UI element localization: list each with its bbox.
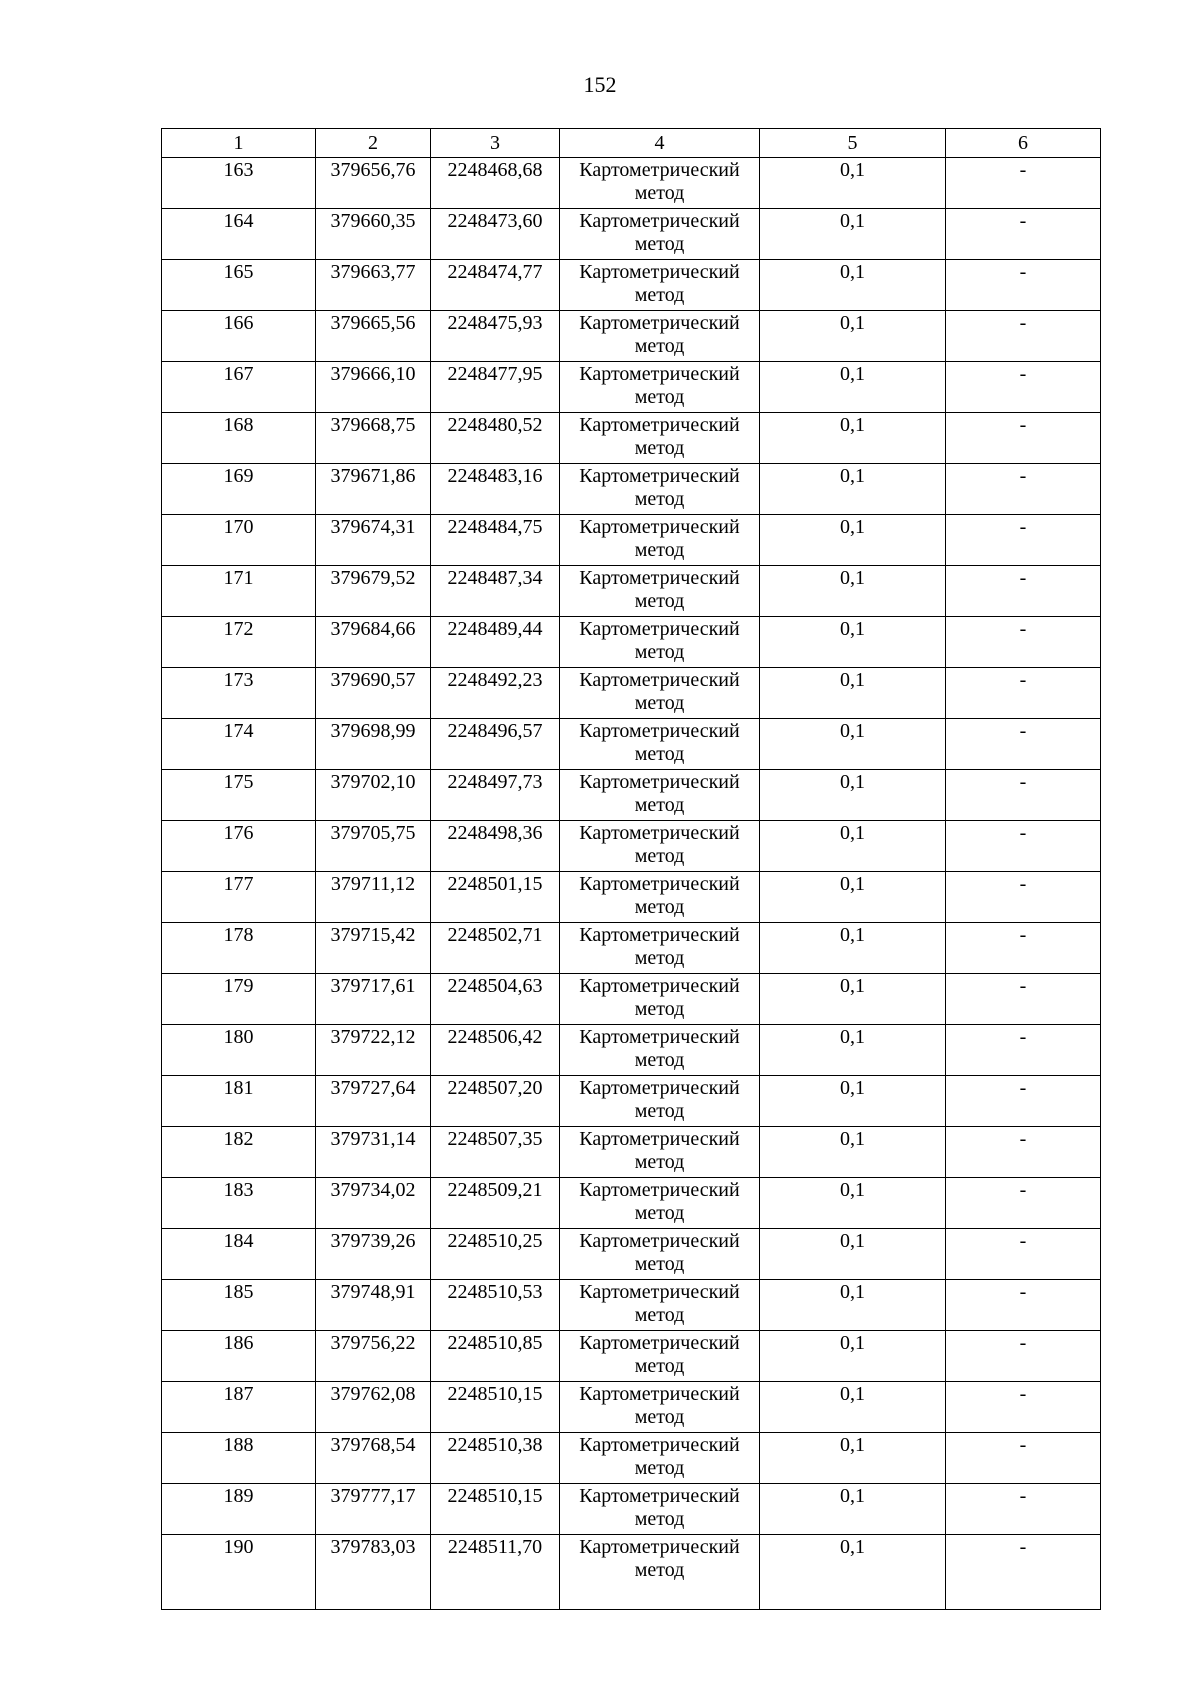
description-cell: - xyxy=(946,362,1101,413)
method-cell: Картометрический метод xyxy=(560,158,760,209)
description-cell: - xyxy=(946,1535,1101,1610)
accuracy-cell: 0,1 xyxy=(760,872,946,923)
point-number-cell: 189 xyxy=(162,1484,316,1535)
method-cell: Картометрический метод xyxy=(560,617,760,668)
y-coordinate-cell: 2248480,52 xyxy=(431,413,560,464)
x-coordinate-cell: 379698,99 xyxy=(316,719,431,770)
description-cell: - xyxy=(946,1433,1101,1484)
method-cell: Картометрический метод xyxy=(560,1535,760,1610)
point-number-cell: 167 xyxy=(162,362,316,413)
column-header: 2 xyxy=(316,129,431,158)
accuracy-cell: 0,1 xyxy=(760,1127,946,1178)
description-cell: - xyxy=(946,260,1101,311)
table-row xyxy=(162,1076,1101,1127)
x-coordinate-cell: 379748,91 xyxy=(316,1280,431,1331)
method-cell: Картометрический метод xyxy=(560,464,760,515)
column-header: 5 xyxy=(760,129,946,158)
column-header: 4 xyxy=(560,129,760,158)
x-coordinate-cell: 379702,10 xyxy=(316,770,431,821)
point-number-cell: 179 xyxy=(162,974,316,1025)
method-cell: Картометрический метод xyxy=(560,1127,760,1178)
x-coordinate-cell: 379756,22 xyxy=(316,1331,431,1382)
accuracy-cell: 0,1 xyxy=(760,413,946,464)
accuracy-cell: 0,1 xyxy=(760,617,946,668)
description-cell: - xyxy=(946,1484,1101,1535)
table-row xyxy=(162,1229,1101,1280)
y-coordinate-cell: 2248498,36 xyxy=(431,821,560,872)
table-row xyxy=(162,413,1101,464)
point-number-cell: 170 xyxy=(162,515,316,566)
x-coordinate-cell: 379715,42 xyxy=(316,923,431,974)
description-cell: - xyxy=(946,158,1101,209)
method-cell: Картометрический метод xyxy=(560,668,760,719)
coordinates-table xyxy=(161,128,1101,1610)
y-coordinate-cell: 2248468,68 xyxy=(431,158,560,209)
accuracy-cell: 0,1 xyxy=(760,719,946,770)
x-coordinate-cell: 379666,10 xyxy=(316,362,431,413)
point-number-cell: 182 xyxy=(162,1127,316,1178)
accuracy-cell: 0,1 xyxy=(760,311,946,362)
x-coordinate-cell: 379656,76 xyxy=(316,158,431,209)
x-coordinate-cell: 379665,56 xyxy=(316,311,431,362)
page-number: 152 xyxy=(583,72,617,97)
method-cell: Картометрический метод xyxy=(560,1025,760,1076)
method-cell: Картометрический метод xyxy=(560,311,760,362)
table-row xyxy=(162,362,1101,413)
accuracy-cell: 0,1 xyxy=(760,1229,946,1280)
point-number-cell: 178 xyxy=(162,923,316,974)
table-row xyxy=(162,1535,1101,1610)
table-row xyxy=(162,1127,1101,1178)
accuracy-cell: 0,1 xyxy=(760,515,946,566)
x-coordinate-cell: 379731,14 xyxy=(316,1127,431,1178)
point-number-cell: 176 xyxy=(162,821,316,872)
x-coordinate-cell: 379679,52 xyxy=(316,566,431,617)
description-cell: - xyxy=(946,311,1101,362)
table-row xyxy=(162,1280,1101,1331)
point-number-cell: 164 xyxy=(162,209,316,260)
x-coordinate-cell: 379663,77 xyxy=(316,260,431,311)
description-cell: - xyxy=(946,974,1101,1025)
method-cell: Картометрический метод xyxy=(560,1484,760,1535)
point-number-cell: 163 xyxy=(162,158,316,209)
method-cell: Картометрический метод xyxy=(560,260,760,311)
y-coordinate-cell: 2248474,77 xyxy=(431,260,560,311)
x-coordinate-cell: 379668,75 xyxy=(316,413,431,464)
accuracy-cell: 0,1 xyxy=(760,668,946,719)
description-cell: - xyxy=(946,1127,1101,1178)
description-cell: - xyxy=(946,1229,1101,1280)
y-coordinate-cell: 2248477,95 xyxy=(431,362,560,413)
y-coordinate-cell: 2248501,15 xyxy=(431,872,560,923)
point-number-cell: 184 xyxy=(162,1229,316,1280)
x-coordinate-cell: 379684,66 xyxy=(316,617,431,668)
method-cell: Картометрический метод xyxy=(560,923,760,974)
table-row xyxy=(162,872,1101,923)
point-number-cell: 171 xyxy=(162,566,316,617)
point-number-cell: 180 xyxy=(162,1025,316,1076)
point-number-cell: 190 xyxy=(162,1535,316,1610)
table-header-row xyxy=(162,129,1101,158)
column-header: 6 xyxy=(946,129,1101,158)
x-coordinate-cell: 379671,86 xyxy=(316,464,431,515)
point-number-cell: 185 xyxy=(162,1280,316,1331)
accuracy-cell: 0,1 xyxy=(760,260,946,311)
x-coordinate-cell: 379674,31 xyxy=(316,515,431,566)
point-number-cell: 183 xyxy=(162,1178,316,1229)
method-cell: Картометрический метод xyxy=(560,1433,760,1484)
table-row xyxy=(162,158,1101,209)
point-number-cell: 175 xyxy=(162,770,316,821)
method-cell: Картометрический метод xyxy=(560,362,760,413)
table-row xyxy=(162,1382,1101,1433)
description-cell: - xyxy=(946,872,1101,923)
x-coordinate-cell: 379734,02 xyxy=(316,1178,431,1229)
accuracy-cell: 0,1 xyxy=(760,1331,946,1382)
accuracy-cell: 0,1 xyxy=(760,464,946,515)
accuracy-cell: 0,1 xyxy=(760,923,946,974)
accuracy-cell: 0,1 xyxy=(760,1484,946,1535)
y-coordinate-cell: 2248509,21 xyxy=(431,1178,560,1229)
accuracy-cell: 0,1 xyxy=(760,770,946,821)
description-cell: - xyxy=(946,617,1101,668)
table-row xyxy=(162,1025,1101,1076)
method-cell: Картометрический метод xyxy=(560,1382,760,1433)
y-coordinate-cell: 2248502,71 xyxy=(431,923,560,974)
x-coordinate-cell: 379768,54 xyxy=(316,1433,431,1484)
x-coordinate-cell: 379722,12 xyxy=(316,1025,431,1076)
y-coordinate-cell: 2248473,60 xyxy=(431,209,560,260)
y-coordinate-cell: 2248475,93 xyxy=(431,311,560,362)
y-coordinate-cell: 2248489,44 xyxy=(431,617,560,668)
description-cell: - xyxy=(946,209,1101,260)
accuracy-cell: 0,1 xyxy=(760,1076,946,1127)
description-cell: - xyxy=(946,1076,1101,1127)
description-cell: - xyxy=(946,566,1101,617)
y-coordinate-cell: 2248510,15 xyxy=(431,1382,560,1433)
table-row xyxy=(162,1331,1101,1382)
y-coordinate-cell: 2248510,53 xyxy=(431,1280,560,1331)
table-row xyxy=(162,668,1101,719)
description-cell: - xyxy=(946,1331,1101,1382)
description-cell: - xyxy=(946,821,1101,872)
y-coordinate-cell: 2248487,34 xyxy=(431,566,560,617)
table-row xyxy=(162,821,1101,872)
y-coordinate-cell: 2248510,15 xyxy=(431,1484,560,1535)
table-row xyxy=(162,566,1101,617)
y-coordinate-cell: 2248510,25 xyxy=(431,1229,560,1280)
method-cell: Картометрический метод xyxy=(560,770,760,821)
y-coordinate-cell: 2248483,16 xyxy=(431,464,560,515)
table-row xyxy=(162,1178,1101,1229)
description-cell: - xyxy=(946,770,1101,821)
x-coordinate-cell: 379777,17 xyxy=(316,1484,431,1535)
x-coordinate-cell: 379717,61 xyxy=(316,974,431,1025)
point-number-cell: 177 xyxy=(162,872,316,923)
accuracy-cell: 0,1 xyxy=(760,1382,946,1433)
accuracy-cell: 0,1 xyxy=(760,362,946,413)
point-number-cell: 187 xyxy=(162,1382,316,1433)
accuracy-cell: 0,1 xyxy=(760,821,946,872)
y-coordinate-cell: 2248510,38 xyxy=(431,1433,560,1484)
table-row xyxy=(162,1484,1101,1535)
y-coordinate-cell: 2248511,70 xyxy=(431,1535,560,1610)
point-number-cell: 169 xyxy=(162,464,316,515)
method-cell: Картометрический метод xyxy=(560,1331,760,1382)
method-cell: Картометрический метод xyxy=(560,413,760,464)
point-number-cell: 172 xyxy=(162,617,316,668)
column-header: 3 xyxy=(431,129,560,158)
table-body xyxy=(162,158,1101,1610)
method-cell: Картометрический метод xyxy=(560,1280,760,1331)
description-cell: - xyxy=(946,1382,1101,1433)
table-row xyxy=(162,311,1101,362)
method-cell: Картометрический метод xyxy=(560,872,760,923)
point-number-cell: 173 xyxy=(162,668,316,719)
point-number-cell: 165 xyxy=(162,260,316,311)
description-cell: - xyxy=(946,668,1101,719)
table-row xyxy=(162,260,1101,311)
accuracy-cell: 0,1 xyxy=(760,209,946,260)
point-number-cell: 188 xyxy=(162,1433,316,1484)
method-cell: Картометрический метод xyxy=(560,1076,760,1127)
x-coordinate-cell: 379727,64 xyxy=(316,1076,431,1127)
description-cell: - xyxy=(946,923,1101,974)
point-number-cell: 168 xyxy=(162,413,316,464)
accuracy-cell: 0,1 xyxy=(760,1025,946,1076)
table-row xyxy=(162,209,1101,260)
column-header: 1 xyxy=(162,129,316,158)
x-coordinate-cell: 379783,03 xyxy=(316,1535,431,1610)
accuracy-cell: 0,1 xyxy=(760,1535,946,1610)
method-cell: Картометрический метод xyxy=(560,1178,760,1229)
accuracy-cell: 0,1 xyxy=(760,1280,946,1331)
table-row xyxy=(162,923,1101,974)
accuracy-cell: 0,1 xyxy=(760,1178,946,1229)
y-coordinate-cell: 2248510,85 xyxy=(431,1331,560,1382)
method-cell: Картометрический метод xyxy=(560,974,760,1025)
y-coordinate-cell: 2248484,75 xyxy=(431,515,560,566)
accuracy-cell: 0,1 xyxy=(760,974,946,1025)
point-number-cell: 166 xyxy=(162,311,316,362)
description-cell: - xyxy=(946,464,1101,515)
description-cell: - xyxy=(946,1178,1101,1229)
y-coordinate-cell: 2248507,20 xyxy=(431,1076,560,1127)
x-coordinate-cell: 379660,35 xyxy=(316,209,431,260)
table-row xyxy=(162,617,1101,668)
accuracy-cell: 0,1 xyxy=(760,566,946,617)
point-number-cell: 174 xyxy=(162,719,316,770)
point-number-cell: 186 xyxy=(162,1331,316,1382)
description-cell: - xyxy=(946,1025,1101,1076)
point-number-cell: 181 xyxy=(162,1076,316,1127)
x-coordinate-cell: 379762,08 xyxy=(316,1382,431,1433)
y-coordinate-cell: 2248496,57 xyxy=(431,719,560,770)
x-coordinate-cell: 379711,12 xyxy=(316,872,431,923)
description-cell: - xyxy=(946,515,1101,566)
x-coordinate-cell: 379690,57 xyxy=(316,668,431,719)
description-cell: - xyxy=(946,1280,1101,1331)
x-coordinate-cell: 379739,26 xyxy=(316,1229,431,1280)
description-cell: - xyxy=(946,719,1101,770)
method-cell: Картометрический метод xyxy=(560,515,760,566)
table-row xyxy=(162,464,1101,515)
y-coordinate-cell: 2248507,35 xyxy=(431,1127,560,1178)
table-row xyxy=(162,1433,1101,1484)
y-coordinate-cell: 2248506,42 xyxy=(431,1025,560,1076)
description-cell: - xyxy=(946,413,1101,464)
table-row xyxy=(162,770,1101,821)
y-coordinate-cell: 2248504,63 xyxy=(431,974,560,1025)
accuracy-cell: 0,1 xyxy=(760,1433,946,1484)
table-row xyxy=(162,515,1101,566)
x-coordinate-cell: 379705,75 xyxy=(316,821,431,872)
method-cell: Картометрический метод xyxy=(560,719,760,770)
method-cell: Картометрический метод xyxy=(560,821,760,872)
table-row xyxy=(162,719,1101,770)
method-cell: Картометрический метод xyxy=(560,566,760,617)
method-cell: Картометрический метод xyxy=(560,1229,760,1280)
accuracy-cell: 0,1 xyxy=(760,158,946,209)
y-coordinate-cell: 2248492,23 xyxy=(431,668,560,719)
y-coordinate-cell: 2248497,73 xyxy=(431,770,560,821)
table-row xyxy=(162,974,1101,1025)
method-cell: Картометрический метод xyxy=(560,209,760,260)
